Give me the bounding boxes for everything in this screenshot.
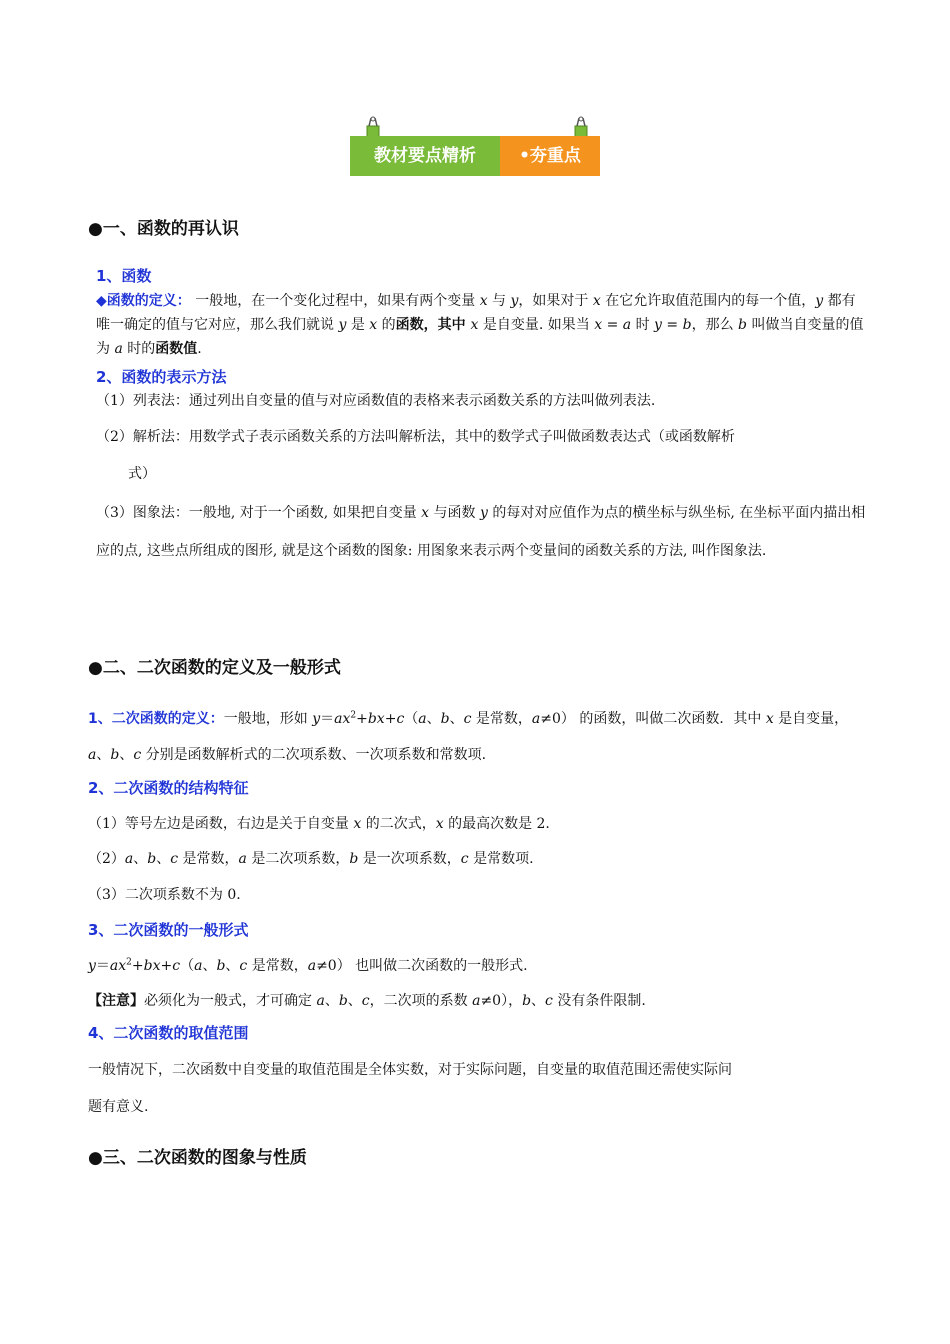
method-analytic-cont: 式） — [128, 466, 156, 482]
subheading-structure: 2、二次函数的结构特征 — [88, 779, 249, 797]
domain-text-line1: 一般情况下，二次函数中自变量的取值范围是全体实数，对于实际问题，自变量的取值范围还需使实际问 — [88, 1062, 732, 1078]
section-heading-2: ●二、二次函数的定义及一般形式 — [88, 658, 341, 678]
note-text: 【注意】必须化为一般式，才可确定 a、b、c，二次项的系数 a≠0），b、c 没有条件限制. — [88, 993, 646, 1009]
domain-text-line2: 题有意义. — [88, 1099, 149, 1115]
function-definition: ◆函数的定义： 一般地，在一个变化过程中，如果有两个变量 x 与 y，如果对于 x 在它允许取值范围内的每一个值，y 都有唯一确定的值与它对应，那么我们就说 y 是 x 的函数，其中 x 是自变量. 如果当 x = a 时 y = b，那么 b 叫做当自变量的值为 a 时的函数值. — [96, 293, 864, 357]
method-list-table: （1）列表法：通过列出自变量的值与对应函数值的表格来表示函数关系的方法叫做列表法. — [96, 393, 656, 409]
subheading-function: 1、函数 — [96, 267, 152, 285]
structure-feature-1: （1）等号左边是函数，右边是关于自变量 x 的二次式，x 的最高次数是 2. — [88, 816, 550, 832]
structure-feature-2: （2）a、b、c 是常数，a 是二次项系数，b 是一次项系数，c 是常数项. — [88, 851, 534, 867]
quadratic-definition: 1、二次函数的定义：一般地，形如 $y=ax^2+bx+c(a$、b、c 是常数，a≠0） 的函数，叫做二次函数．其中 x 是自变量，a、b、c 分别是函数解析式的二次项系数、一次项系数和常数项. — [88, 710, 849, 763]
subheading-domain: 4、二次函数的取值范围 — [88, 1024, 249, 1042]
section-heading-3: ●三、二次函数的图象与性质 — [88, 1148, 307, 1168]
section-heading-1: ●一、函数的再认识 — [88, 219, 239, 239]
structure-feature-3: （3）二次项系数不为 0. — [88, 887, 241, 903]
method-graph: （3）图象法：一般地, 对于一个函数, 如果把自变量 x 与函数 y 的每对对应值作为点的横坐标与纵坐标, 在坐标平面内描出相应的点, 这些点所组成的图形, 就是这个函数的图象: 用图象来表示两个变量间的函数关系的方法, 叫作图象法. — [96, 505, 866, 559]
method-analytic: （2）解析法：用数学式子表示函数关系的方法叫解析法，其中的数学式子叫做函数表达式（或函数解析 — [96, 429, 735, 445]
subheading-representation: 2、函数的表示方法 — [96, 368, 227, 386]
subheading-general-form: 3、二次函数的一般形式 — [88, 921, 249, 939]
section-banner — [350, 116, 600, 178]
banner-title: 教材要点精析 — [350, 136, 500, 176]
banner-tag: •夯重点 — [500, 136, 600, 176]
general-form-equation: $y=ax^2+bx+c(a$、b、c 是常数，a≠0） 也叫做二次函数的一般形式. — [88, 957, 528, 974]
